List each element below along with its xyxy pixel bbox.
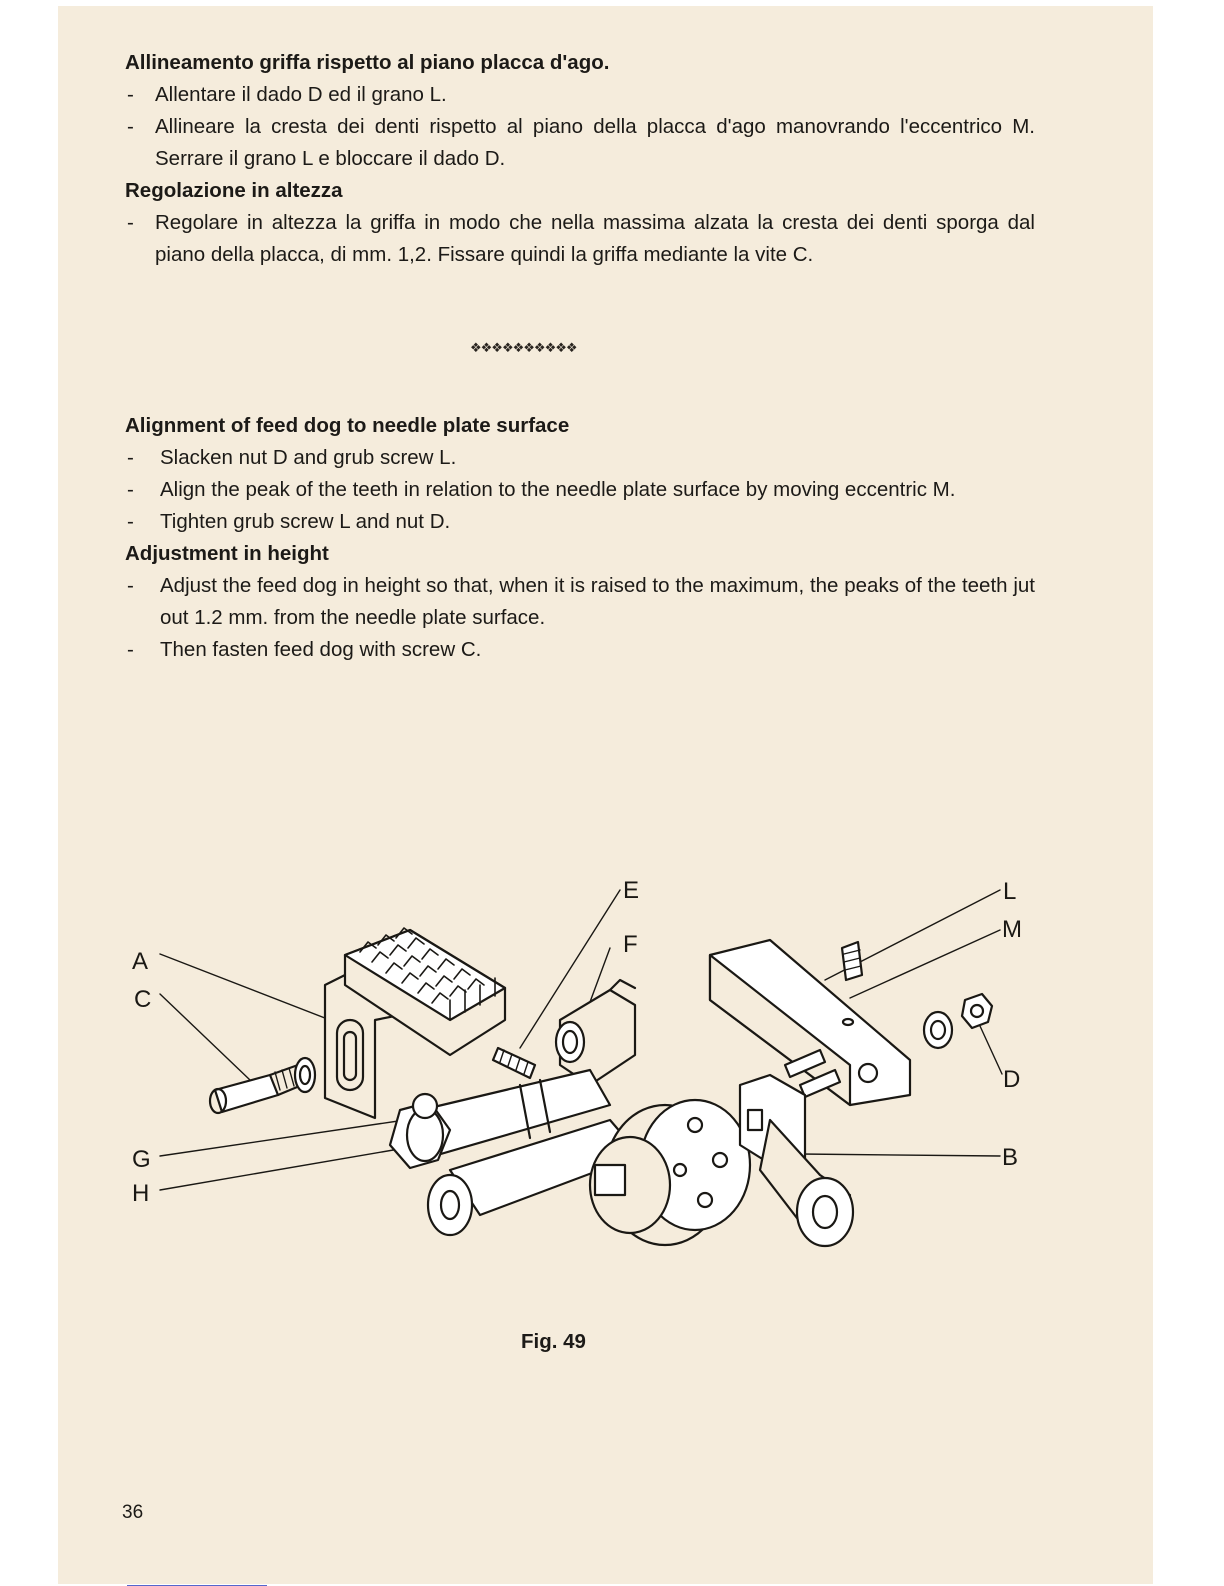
label-a: A: [132, 948, 149, 975]
figure-caption: Fig. 49: [521, 1330, 586, 1353]
label-l: L: [1003, 878, 1017, 905]
list-item: - Align the peak of the teeth in relation to the needle plate surface by moving eccentric M.: [127, 478, 956, 501]
label-f: F: [623, 931, 638, 958]
heading-alignment-en: Alignment of feed dog to needle plate surface: [125, 414, 570, 437]
grub-screw-e: [493, 1048, 535, 1078]
heading-height-en: Adjustment in height: [125, 542, 329, 565]
eccentric-hub: [590, 1100, 750, 1245]
screw-c: [210, 1058, 315, 1113]
heading-alignment-it: Allineamento griffa rispetto al piano placca d'ago.: [125, 51, 610, 74]
washer-and-nut-d: [924, 994, 992, 1048]
label-b: B: [1002, 1144, 1019, 1171]
right-lever: [760, 1120, 853, 1246]
feed-dog-mechanism-figure: [120, 870, 1040, 1270]
list-item: - Slacken nut D and grub screw L.: [127, 446, 457, 469]
english-section: [125, 410, 1035, 666]
page-number: 36: [122, 1502, 144, 1523]
label-m: M: [1002, 916, 1022, 943]
label-c: C: [134, 986, 152, 1013]
list-item: - Adjust the feed dog in height so that, when it is raised to the maximum, the peaks of the teeth jut out 1.2 mm. from the needle plate surface.: [127, 574, 1035, 629]
heading-height-it: Regolazione in altezza: [125, 179, 343, 202]
list-item: - Allentare il dado D ed il grano L.: [127, 83, 447, 106]
list-item: - Regolare in altezza la griffa in modo che nella massima alzata la cresta dei denti sporga dal piano della placca, di mm. 1,2. Fissare quindi la griffa mediante la vite C.: [127, 211, 1035, 266]
label-g: G: [132, 1146, 151, 1173]
eccentric-block: [710, 940, 910, 1105]
label-h: H: [132, 1180, 150, 1207]
label-d: D: [1003, 1066, 1021, 1093]
section-divider-ornament: ❖❖❖❖❖❖❖❖❖❖: [470, 340, 577, 355]
list-item: - Allineare la cresta dei denti rispetto al piano della placca d'ago manovrando l'eccentrico M. Serrare il grano L e bloccare il dado D.: [127, 115, 1035, 170]
list-item: - Then fasten feed dog with screw C.: [127, 638, 482, 661]
list-item: - Tighten grub screw L and nut D.: [127, 510, 451, 533]
feed-dog-part: [325, 928, 505, 1118]
italian-section: [125, 47, 1035, 271]
label-e: E: [623, 877, 640, 904]
